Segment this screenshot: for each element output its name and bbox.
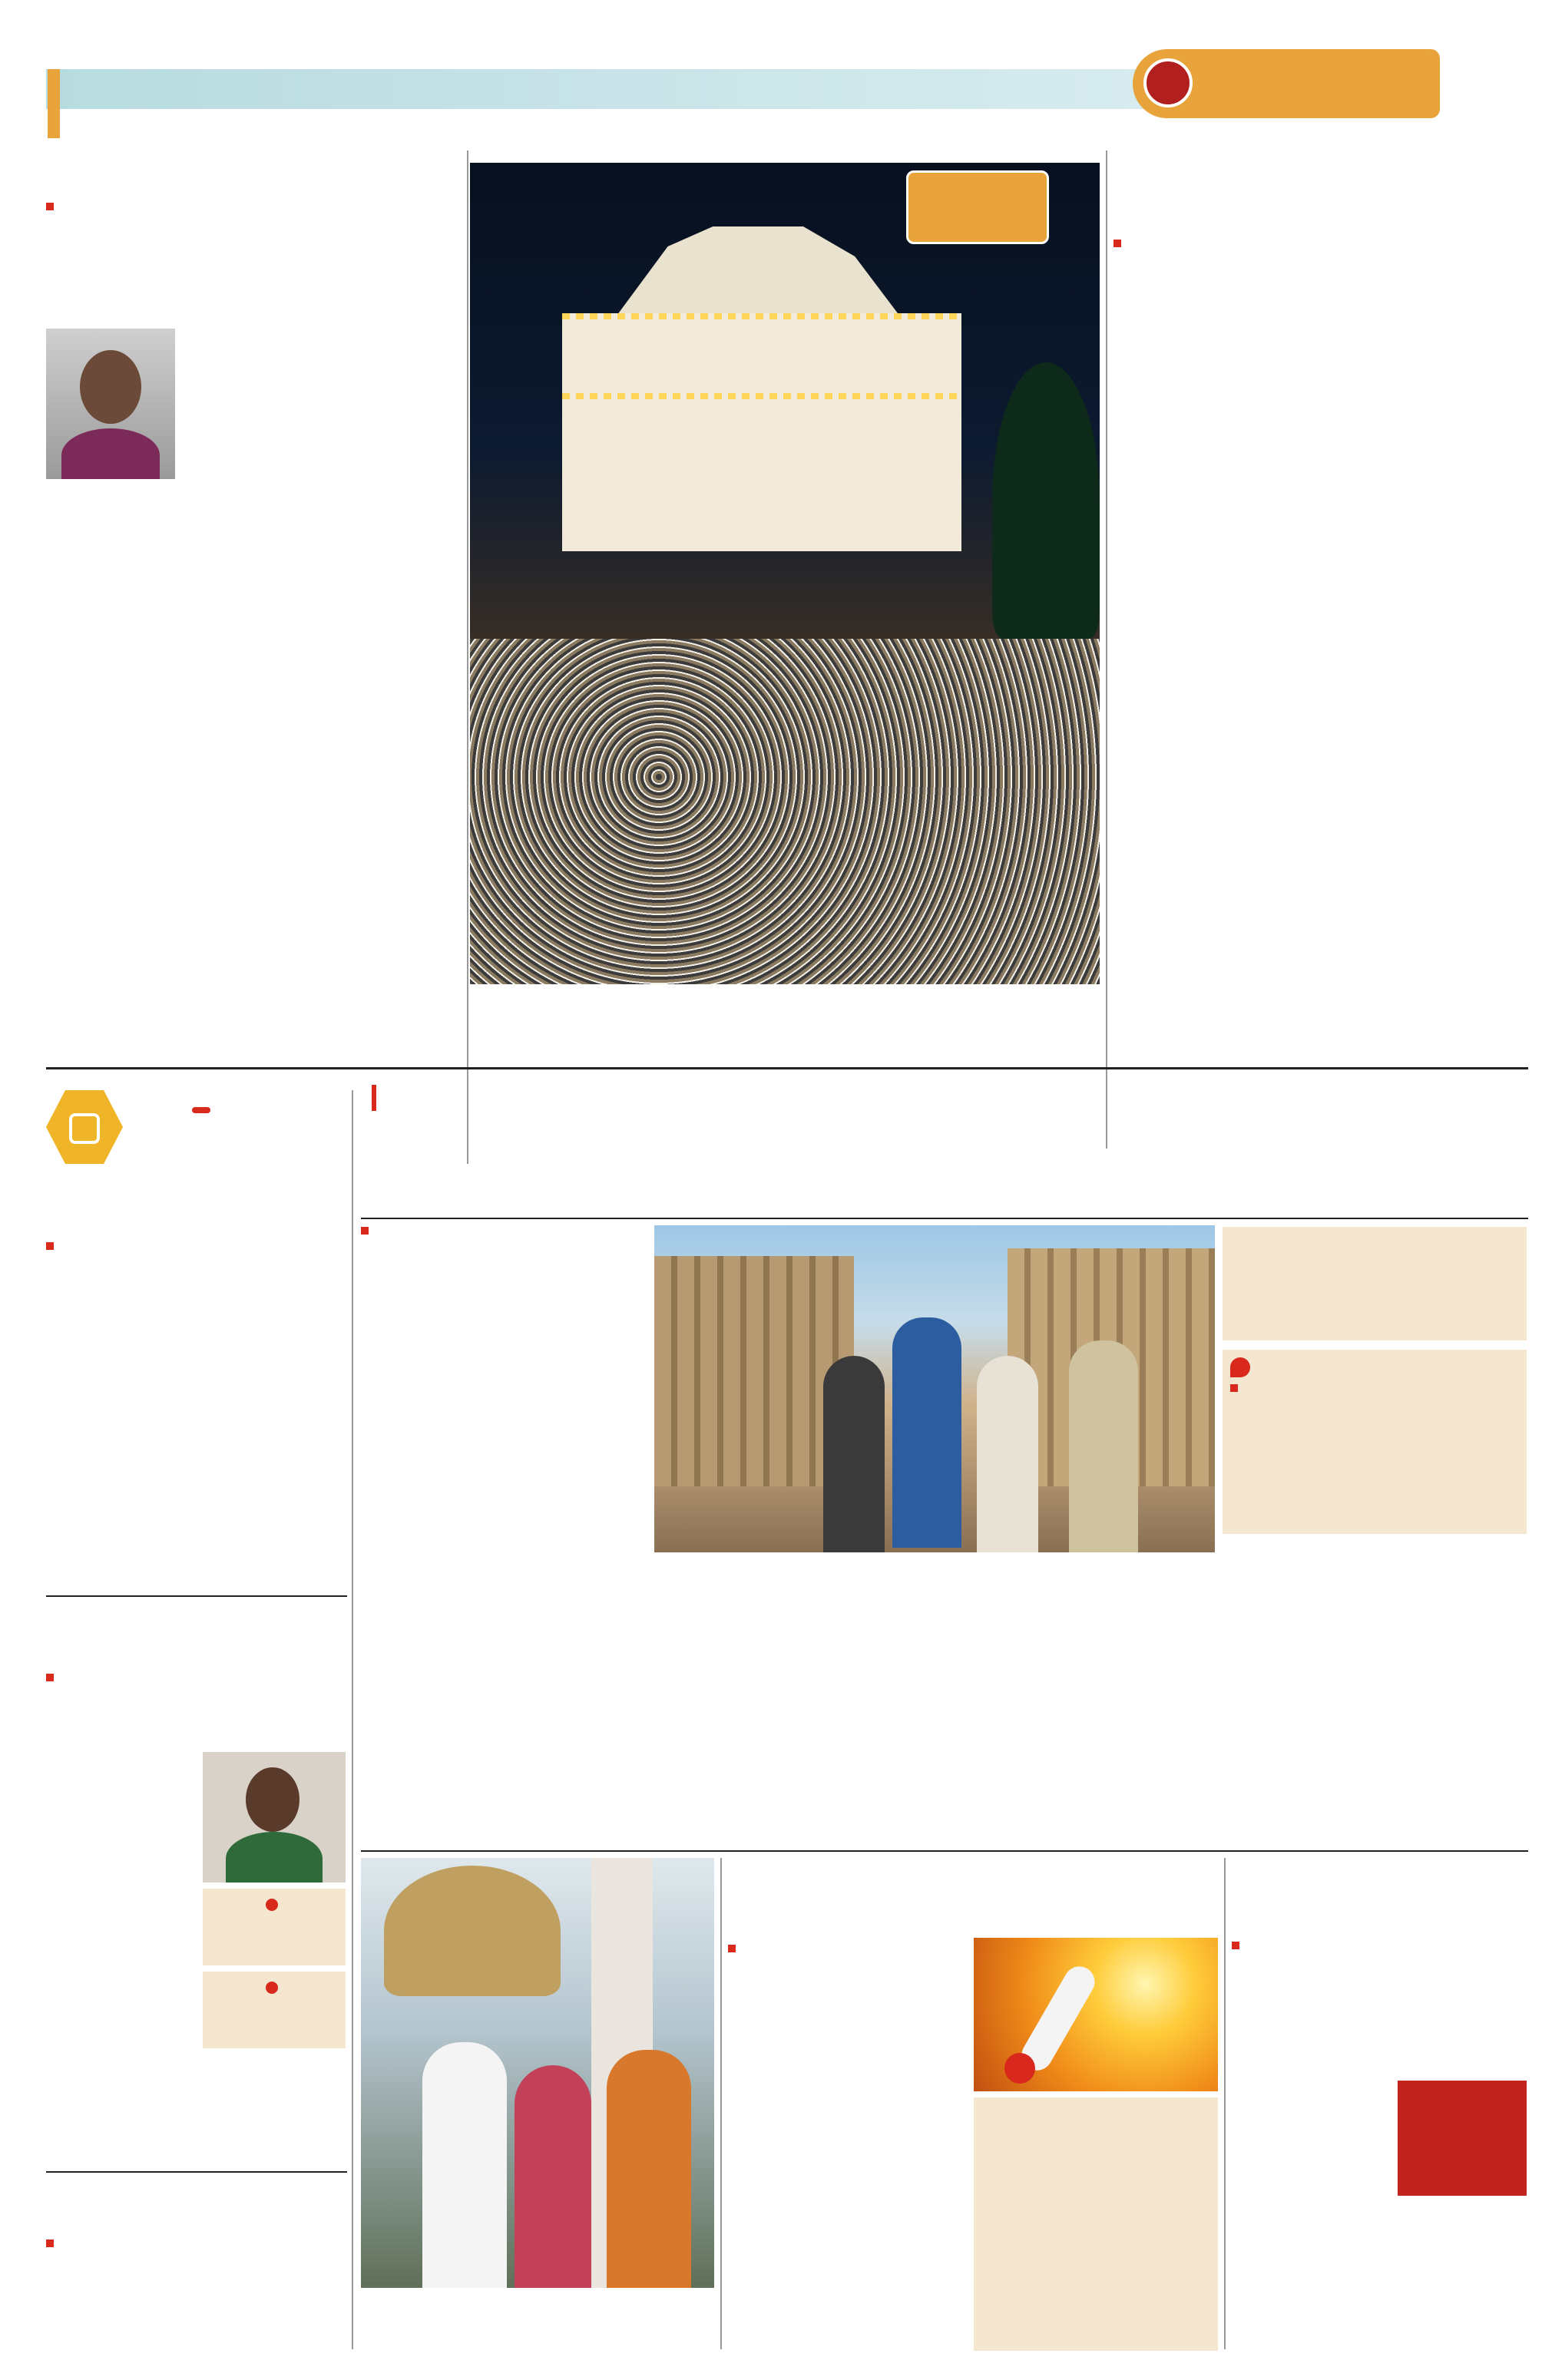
hampi-photo (654, 1225, 1215, 1552)
delivery-body-1 (46, 1668, 347, 1750)
person-icon (422, 2042, 507, 2288)
temple-photo (470, 163, 1100, 984)
bullet-icon (266, 1982, 278, 1994)
shakti-box (1398, 2081, 1527, 2196)
story-divider (46, 2171, 347, 2173)
lead-col-2 (654, 1560, 931, 1844)
logo-emblem-icon (1143, 58, 1193, 107)
delivery-box-2 (203, 1972, 346, 2048)
bullet-icon (728, 1945, 736, 1952)
bullet-icon (361, 1227, 369, 1235)
kiru-suddi-banner (46, 1090, 323, 1167)
bullet-icon (1113, 240, 1121, 247)
hampi-quote (1223, 1350, 1527, 1534)
column-rule (352, 1090, 353, 2349)
person-icon-2 (823, 1356, 885, 1552)
bjp-body (1113, 233, 1524, 1063)
heat-box (974, 2097, 1218, 2351)
delivery-box-1 (203, 1889, 346, 1965)
masthead (0, 0, 1542, 146)
kiru-label-2 (192, 1107, 210, 1113)
court-body (46, 1236, 347, 1589)
heat-body-1 (728, 1938, 966, 2352)
bullet-icon (46, 1674, 54, 1681)
shakti-body-1 (1232, 1935, 1528, 2081)
meenakshi-body-3 (46, 537, 461, 967)
lead-kicker (361, 1076, 1528, 1113)
column-rule (720, 1858, 722, 2349)
bullet-icon (46, 203, 54, 210)
bullet-icon (1232, 1942, 1239, 1949)
temple-lights-icon-2 (562, 393, 961, 399)
temple-lights-icon (562, 313, 961, 319)
section-divider (361, 1850, 1528, 1852)
meenakshi-body-1 (46, 197, 461, 329)
column-rule (1224, 1858, 1226, 2349)
story-divider (46, 1595, 347, 1597)
bell-caption (361, 2292, 714, 2366)
person-icon-2 (515, 2065, 591, 2288)
shakti-body-2 (1232, 2081, 1391, 2349)
column-rule (467, 150, 468, 1164)
bell-icon (384, 1866, 561, 1996)
portrait-head-icon (80, 350, 141, 424)
meenakshi-body-2 (183, 329, 461, 536)
masthead-accent-bar (48, 69, 60, 138)
bullet-icon (1230, 1384, 1238, 1392)
person-icon-4 (1069, 1340, 1138, 1552)
kicker-divider (372, 1085, 376, 1111)
person-icon (892, 1317, 961, 1548)
kiru-hand-icon (69, 1113, 100, 1144)
person-icon-3 (607, 2050, 691, 2288)
masthead-band (46, 69, 1167, 109)
bell-photo (361, 1858, 714, 2288)
portrait-body-icon (61, 428, 160, 479)
bullet-icon (46, 2240, 54, 2247)
temple-badge (906, 170, 1049, 244)
paper-logo (1133, 49, 1440, 118)
thermometer-bulb-icon (1004, 2053, 1035, 2084)
delivery-body-2 (46, 1988, 198, 2165)
lead-col-3 (938, 1560, 1215, 1844)
tree-icon (992, 362, 1100, 639)
temple-caption (470, 989, 1100, 1032)
lead-col-4 (1223, 1560, 1527, 1844)
bullet-icon (46, 1242, 54, 1250)
temple-roof-icon (577, 217, 900, 316)
delivery-body-wrap (46, 1752, 198, 1982)
hampi-box (1223, 1227, 1527, 1340)
temple-body-icon (562, 313, 961, 551)
thermometer-photo (974, 1938, 1218, 2091)
bullet-icon (266, 1899, 278, 1911)
portrait-body-icon (226, 1832, 323, 1883)
meenakshi-photo (46, 329, 175, 479)
portrait-head-icon (246, 1767, 299, 1832)
column-rule (1106, 150, 1107, 1149)
delivery-photo (203, 1752, 346, 1883)
section-divider (46, 1067, 1528, 1069)
quote-flame-icon (1230, 1357, 1250, 1377)
person-icon-3 (977, 1356, 1038, 1552)
section-divider (361, 1218, 1528, 1219)
crowd-icon (470, 639, 1100, 984)
tiger-body (46, 2233, 347, 2348)
